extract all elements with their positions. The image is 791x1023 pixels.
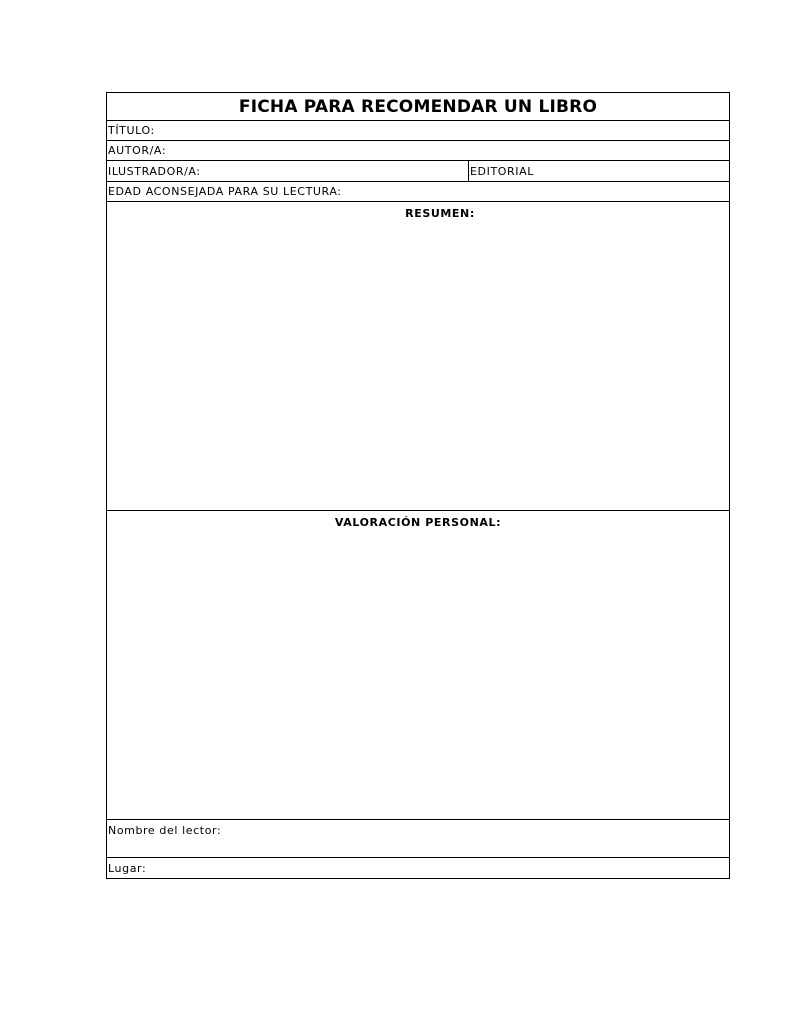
titulo-field[interactable] <box>107 121 729 141</box>
edad-label: EDAD ACONSEJADA PARA SU LECTURA: <box>108 185 342 198</box>
autor-field[interactable] <box>107 141 729 161</box>
book-recommendation-form <box>106 92 730 879</box>
lector-label: Nombre del lector: <box>108 824 222 837</box>
ilustrador-field[interactable] <box>107 161 469 181</box>
lector-field[interactable] <box>107 820 729 858</box>
valoracion-heading: VALORACIÓN PERSONAL: <box>334 516 502 529</box>
edad-field[interactable] <box>107 182 729 202</box>
form-title: FICHA PARA RECOMENDAR UN LIBRO <box>238 96 598 117</box>
resumen-heading: RESUMEN: <box>405 207 475 220</box>
editorial-field[interactable] <box>469 161 729 181</box>
titulo-label: TÍTULO: <box>108 124 155 137</box>
valoracion-section[interactable] <box>107 511 729 820</box>
ilustrador-label: ILUSTRADOR/A: <box>108 164 201 178</box>
lugar-field[interactable] <box>107 858 729 878</box>
editorial-label: EDITORIAL <box>470 164 534 178</box>
resumen-section[interactable] <box>107 202 729 511</box>
ilustrador-editorial-row <box>107 161 729 182</box>
form-title-row <box>107 93 729 121</box>
autor-label: AUTOR/A: <box>108 144 167 157</box>
lugar-label: Lugar: <box>108 861 147 875</box>
